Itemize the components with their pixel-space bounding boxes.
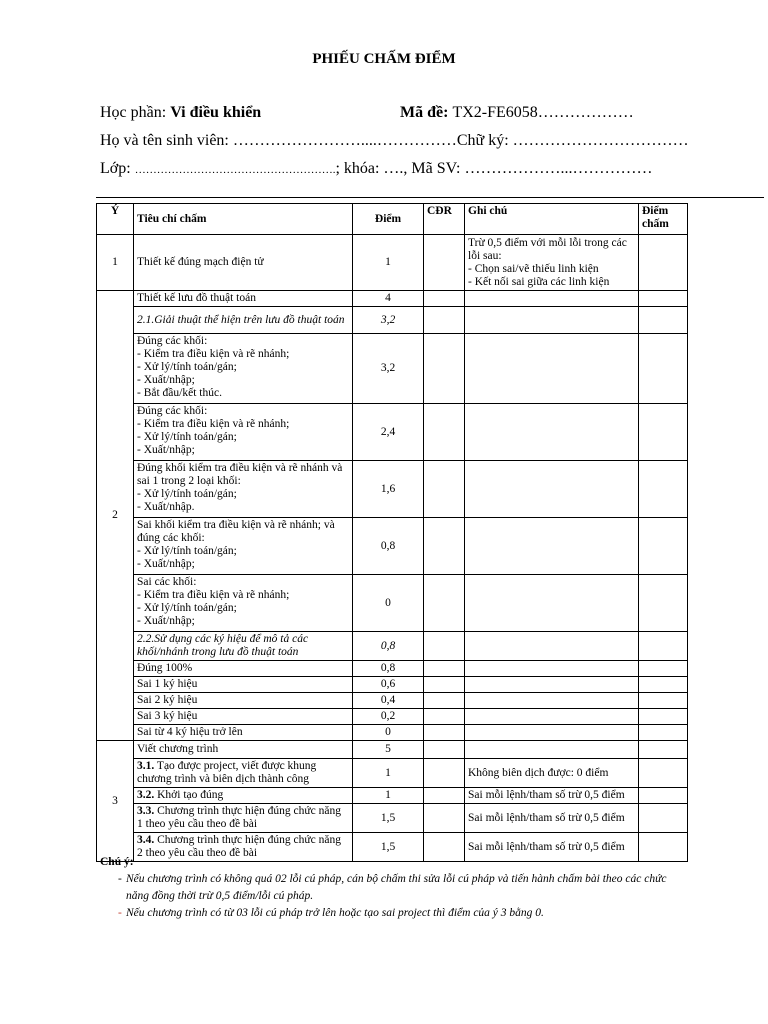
- signature-dots: ……………………………: [512, 132, 689, 149]
- graded-cell: [639, 404, 688, 461]
- cdr-cell: [424, 709, 465, 725]
- item-number: 1: [97, 235, 134, 291]
- cdr-cell: [424, 677, 465, 693]
- criteria-text: Tạo được project, viết được khung chương trình và biên dịch thành công: [137, 760, 317, 785]
- score-cell: 5: [353, 741, 424, 759]
- note-bullet: -: [118, 907, 122, 919]
- graded-cell: [639, 334, 688, 404]
- cdr-cell: [424, 632, 465, 661]
- score-cell: 0,6: [353, 677, 424, 693]
- graded-cell: [639, 291, 688, 307]
- exam-code-dots: ………………: [537, 104, 634, 121]
- score-cell: 1,6: [353, 461, 424, 518]
- graded-cell: [639, 804, 688, 833]
- note-cell: Sai mỗi lệnh/tham số trừ 0,5 điểm: [465, 804, 639, 833]
- criteria-cell: [134, 804, 353, 833]
- score-cell: 2,4: [353, 404, 424, 461]
- note-cell: Sai mỗi lệnh/tham số trừ 0,5 điểm: [465, 788, 639, 804]
- criteria-text: Chương trình thực hiện đúng chức năng 2 theo yêu cầu theo đề bài: [137, 834, 341, 859]
- criteria-cell: Đúng các khối: - Kiểm tra điều kiện và rẽ nhánh; - Xử lý/tính toán/gán; - Xuất/nhập;: [134, 404, 353, 461]
- criteria-text: Chương trình thực hiện đúng chức năng 1 theo yêu cầu theo đề bài: [137, 805, 341, 830]
- criteria-cell: Thiết kế đúng mạch điện tử: [134, 235, 353, 291]
- graded-cell: [639, 518, 688, 575]
- class-label: Lớp:: [100, 160, 135, 177]
- criteria-cell: [134, 759, 353, 788]
- table-row: [97, 661, 688, 677]
- header-score: Điểm: [353, 204, 424, 235]
- cdr-cell: [424, 759, 465, 788]
- score-cell: 1: [353, 788, 424, 804]
- exam-code-line: [400, 104, 634, 122]
- note-cell: [465, 741, 639, 759]
- note-cell: [465, 291, 639, 307]
- class-dots: ……………………………………………….: [134, 164, 336, 176]
- header-note: Ghi chú: [465, 204, 639, 235]
- header-graded: Điểm chấm: [639, 204, 688, 235]
- criteria-label: 3.3.: [137, 805, 155, 817]
- table-row: [97, 677, 688, 693]
- criteria-cell: Sai từ 4 ký hiệu trở lên: [134, 725, 353, 741]
- cdr-cell: [424, 661, 465, 677]
- score-cell: 0,4: [353, 693, 424, 709]
- grading-table: [96, 203, 688, 862]
- graded-cell: [639, 307, 688, 334]
- table-row: [97, 788, 688, 804]
- note-cell: [465, 661, 639, 677]
- notes-heading: Chú ý:: [100, 856, 134, 868]
- graded-cell: [639, 461, 688, 518]
- signature-label: Chữ ký:: [456, 132, 513, 149]
- score-cell: 3,2: [353, 307, 424, 334]
- graded-cell: [639, 788, 688, 804]
- table-row: [97, 518, 688, 575]
- course-label: Học phần:: [100, 104, 171, 121]
- note-cell: [465, 677, 639, 693]
- score-cell: 0: [353, 575, 424, 632]
- cdr-cell: [424, 307, 465, 334]
- note-cell: Không biên dịch được: 0 điểm: [465, 759, 639, 788]
- criteria-cell: Thiết kế lưu đồ thuật toán: [134, 291, 353, 307]
- student-label: Họ và tên sinh viên:: [100, 132, 233, 149]
- course-line: [100, 104, 261, 122]
- page-title: PHIẾU CHẤM ĐIỂM: [312, 51, 456, 67]
- table-row: [97, 693, 688, 709]
- table-header-row: [97, 204, 688, 235]
- cdr-cell: [424, 461, 465, 518]
- note-text: Nếu chương trình có không quá 02 lỗi cú pháp, cán bộ chấm thi sửa lỗi cú pháp và tiến hành chấm bài theo các chức năng đồng thời trừ 0,5 điểm/lỗi cú pháp.: [126, 873, 667, 902]
- graded-cell: [639, 575, 688, 632]
- criteria-cell: 2.2.Sử dụng các ký hiệu để mô tả các khối/nhánh trong lưu đồ thuật toán: [134, 632, 353, 661]
- cdr-cell: [424, 741, 465, 759]
- score-cell: 0: [353, 725, 424, 741]
- score-cell: 0,8: [353, 518, 424, 575]
- cdr-cell: [424, 725, 465, 741]
- note-cell: [465, 461, 639, 518]
- student-dots: ……………………....……………: [232, 132, 457, 149]
- cdr-cell: [424, 788, 465, 804]
- note-cell: Trừ 0,5 điểm với mỗi lỗi trong các lỗi sau: - Chọn sai/vẽ thiếu linh kiện - Kết nối sai giữa các linh kiện: [465, 235, 639, 291]
- graded-cell: [639, 725, 688, 741]
- note-item: [100, 905, 680, 922]
- table-row: [97, 709, 688, 725]
- table-row: [97, 334, 688, 404]
- graded-cell: [639, 632, 688, 661]
- graded-cell: [639, 235, 688, 291]
- table-row: [97, 632, 688, 661]
- note-cell: [465, 575, 639, 632]
- criteria-cell: Đúng khối kiểm tra điều kiện và rẽ nhánh và sai 1 trong 2 loại khối: - Xử lý/tính toán/gán; - Xuất/nhập.: [134, 461, 353, 518]
- table-row: [97, 741, 688, 759]
- graded-cell: [639, 661, 688, 677]
- table-row: [97, 725, 688, 741]
- cdr-cell: [424, 235, 465, 291]
- exam-code-label: Mã đề:: [400, 104, 453, 121]
- header-y: Ý: [97, 204, 134, 235]
- score-cell: 1: [353, 759, 424, 788]
- criteria-cell: Đúng các khối: - Kiểm tra điều kiện và rẽ nhánh; - Xử lý/tính toán/gán; - Xuất/nhập; - Bắt đầu/kết thúc.: [134, 334, 353, 404]
- notes-section: [100, 854, 680, 922]
- criteria-cell: Sai 3 ký hiệu: [134, 709, 353, 725]
- criteria-label: 3.4.: [137, 834, 155, 846]
- item-number: 2: [97, 291, 134, 741]
- cdr-cell: [424, 804, 465, 833]
- graded-cell: [639, 693, 688, 709]
- table-row: [97, 404, 688, 461]
- cdr-cell: [424, 575, 465, 632]
- cdr-cell: [424, 693, 465, 709]
- note-cell: [465, 334, 639, 404]
- table-row: [97, 235, 688, 291]
- note-cell: Sai mỗi lệnh/tham số trừ 0,5 điểm: [465, 833, 639, 862]
- student-line: [100, 132, 689, 150]
- graded-cell: [639, 677, 688, 693]
- graded-cell: [639, 759, 688, 788]
- score-cell: 0,2: [353, 709, 424, 725]
- class-line: [100, 160, 652, 178]
- graded-cell: [639, 741, 688, 759]
- score-cell: 1: [353, 235, 424, 291]
- header-criteria: Tiêu chí chấm: [134, 204, 353, 235]
- table-row: [97, 759, 688, 788]
- score-cell: 3,2: [353, 334, 424, 404]
- criteria-label: 3.1.: [137, 760, 155, 772]
- graded-cell: [639, 709, 688, 725]
- divider: [96, 197, 764, 198]
- cdr-cell: [424, 404, 465, 461]
- score-cell: 4: [353, 291, 424, 307]
- note-cell: [465, 404, 639, 461]
- note-text: Nếu chương trình có từ 03 lỗi cú pháp trở lên hoặc tạo sai project thì điểm của ý 3 bằng 0.: [126, 907, 544, 919]
- score-cell: 1,5: [353, 833, 424, 862]
- criteria-label: 3.2.: [137, 789, 155, 801]
- cdr-cell: [424, 291, 465, 307]
- note-cell: [465, 518, 639, 575]
- criteria-cell: Sai các khối: - Kiểm tra điều kiện và rẽ nhánh; - Xử lý/tính toán/gán; - Xuất/nhập;: [134, 575, 353, 632]
- score-cell: 0,8: [353, 661, 424, 677]
- class-rest: ; khóa: …., Mã SV: ………………...……………: [335, 160, 653, 177]
- table-row: [97, 461, 688, 518]
- note-cell: [465, 709, 639, 725]
- cdr-cell: [424, 334, 465, 404]
- table-row: [97, 575, 688, 632]
- item-number: 3: [97, 741, 134, 862]
- criteria-cell: Viết chương trình: [134, 741, 353, 759]
- exam-code-value: TX2-FE6058: [452, 104, 538, 121]
- table-row: [97, 291, 688, 307]
- criteria-cell: [134, 788, 353, 804]
- note-cell: [465, 632, 639, 661]
- note-item: [100, 871, 680, 905]
- criteria-cell: Sai khối kiểm tra điều kiện và rẽ nhánh; và đúng các khối: - Xử lý/tính toán/gán; - Xuất/nhập;: [134, 518, 353, 575]
- score-cell: 0,8: [353, 632, 424, 661]
- table-row: [97, 804, 688, 833]
- table-row: [97, 307, 688, 334]
- criteria-cell: Sai 2 ký hiệu: [134, 693, 353, 709]
- note-cell: [465, 725, 639, 741]
- cdr-cell: [424, 518, 465, 575]
- score-cell: 1,5: [353, 804, 424, 833]
- note-cell: [465, 307, 639, 334]
- header-cdr: CĐR: [424, 204, 465, 235]
- criteria-cell: Sai 1 ký hiệu: [134, 677, 353, 693]
- criteria-cell: 2.1.Giải thuật thể hiện trên lưu đồ thuật toán: [134, 307, 353, 334]
- criteria-cell: Đúng 100%: [134, 661, 353, 677]
- criteria-text: Khởi tạo đúng: [154, 789, 224, 801]
- course-value: Vi điều khiển: [170, 104, 262, 121]
- note-bullet: -: [118, 873, 122, 885]
- note-cell: [465, 693, 639, 709]
